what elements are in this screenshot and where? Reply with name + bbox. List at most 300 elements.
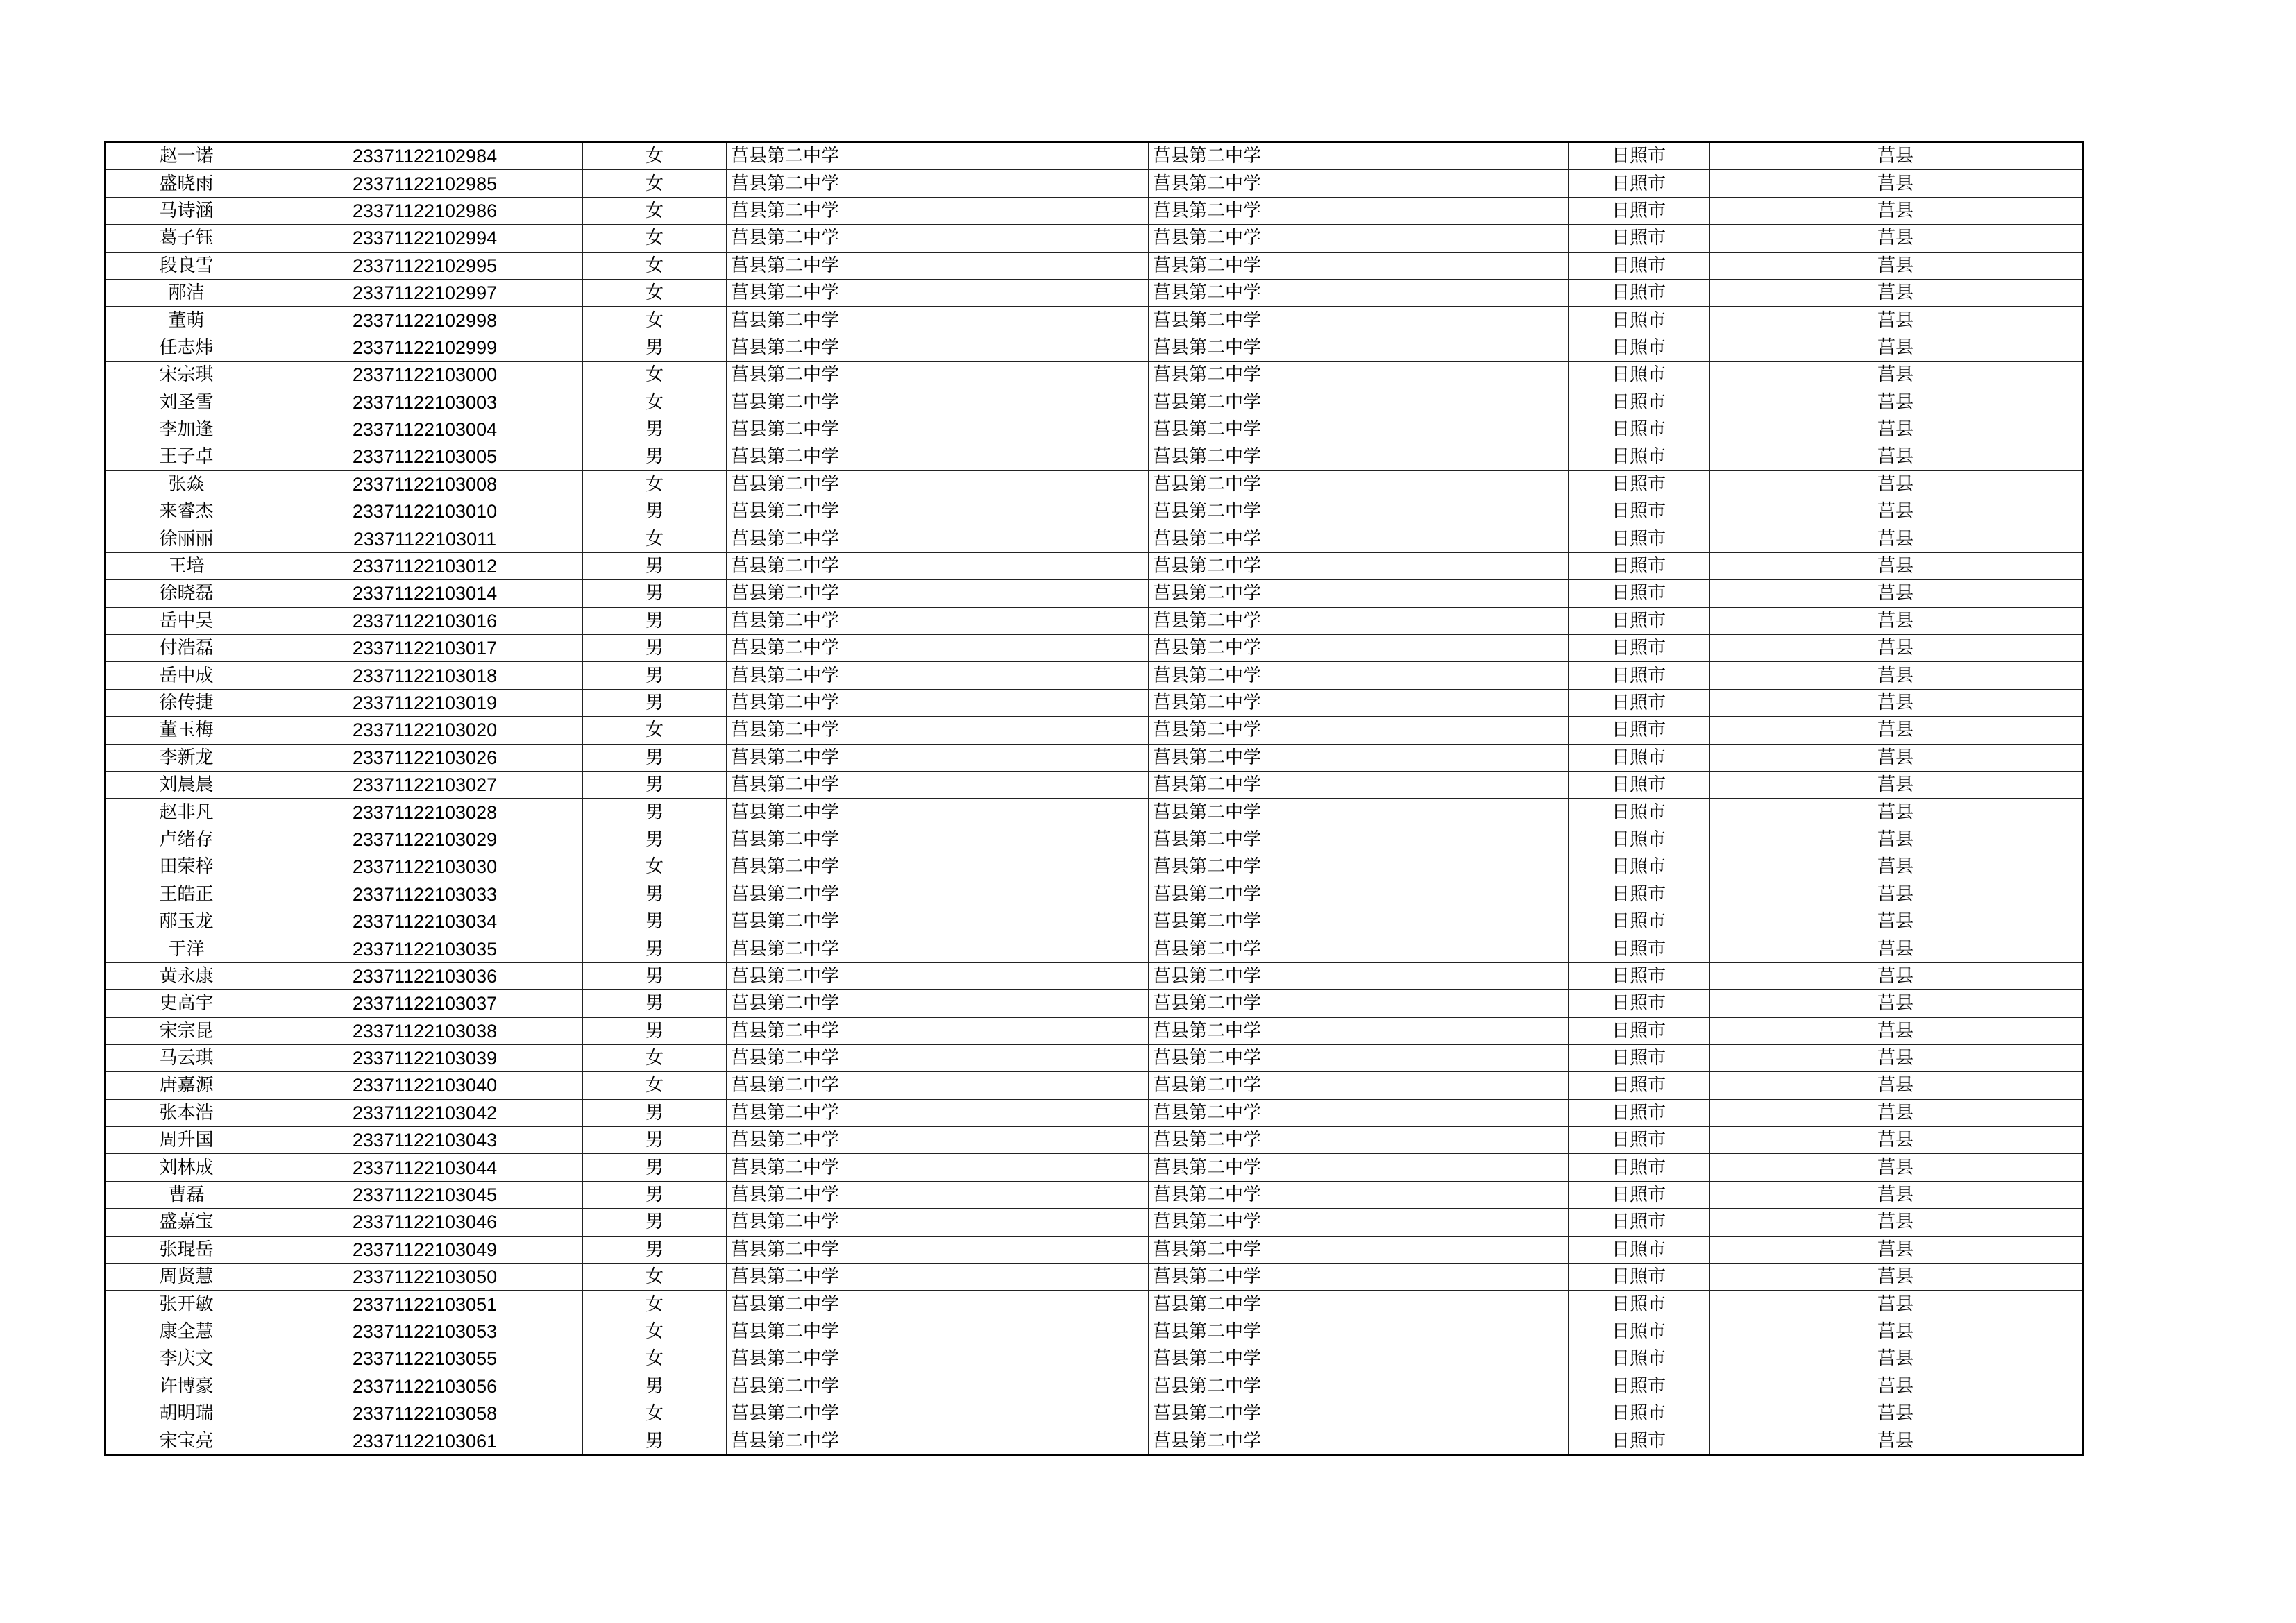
roster-body — [105, 142, 2083, 1456]
exam-site-cell: 莒县第二中学 — [1149, 1400, 1569, 1427]
school-cell: 莒县第二中学 — [727, 279, 1149, 306]
exam-number-cell: 23371122103017 — [267, 635, 583, 662]
exam-site-cell: 莒县第二中学 — [1149, 225, 1569, 252]
school-cell: 莒县第二中学 — [727, 362, 1149, 389]
name-cell: 曹磊 — [105, 1181, 267, 1208]
county-cell: 莒县 — [1710, 1154, 2083, 1181]
exam-site-cell: 莒县第二中学 — [1149, 1373, 1569, 1400]
table-row — [105, 771, 2083, 798]
exam-number-cell: 23371122103010 — [267, 498, 583, 525]
exam-site-cell: 莒县第二中学 — [1149, 1209, 1569, 1236]
county-cell: 莒县 — [1710, 689, 2083, 716]
exam-number-cell: 23371122103037 — [267, 990, 583, 1017]
exam-number-cell: 23371122103056 — [267, 1373, 583, 1400]
exam-number-cell: 23371122102999 — [267, 334, 583, 361]
county-cell: 莒县 — [1710, 607, 2083, 634]
exam-site-cell: 莒县第二中学 — [1149, 717, 1569, 744]
city-cell: 日照市 — [1569, 1181, 1710, 1208]
county-cell: 莒县 — [1710, 1427, 2083, 1455]
gender-cell: 男 — [583, 881, 727, 908]
county-cell: 莒县 — [1710, 881, 2083, 908]
county-cell: 莒县 — [1710, 252, 2083, 279]
exam-site-cell: 莒县第二中学 — [1149, 307, 1569, 334]
exam-number-cell: 23371122103050 — [267, 1264, 583, 1291]
gender-cell: 女 — [583, 389, 727, 416]
exam-number-cell: 23371122103038 — [267, 1017, 583, 1044]
name-cell: 葛子钰 — [105, 225, 267, 252]
exam-number-cell: 23371122103016 — [267, 607, 583, 634]
exam-number-cell: 23371122102997 — [267, 279, 583, 306]
name-cell: 李加逢 — [105, 416, 267, 443]
gender-cell: 女 — [583, 1264, 727, 1291]
table-row — [105, 607, 2083, 634]
exam-number-cell: 23371122103011 — [267, 525, 583, 552]
gender-cell: 男 — [583, 1427, 727, 1455]
gender-cell: 女 — [583, 1044, 727, 1071]
school-cell: 莒县第二中学 — [727, 853, 1149, 881]
student-roster-table — [104, 141, 2084, 1456]
exam-site-cell: 莒县第二中学 — [1149, 1291, 1569, 1318]
county-cell: 莒县 — [1710, 1236, 2083, 1263]
city-cell: 日照市 — [1569, 744, 1710, 771]
city-cell: 日照市 — [1569, 607, 1710, 634]
exam-number-cell: 23371122102986 — [267, 197, 583, 224]
name-cell: 史高宇 — [105, 990, 267, 1017]
school-cell: 莒县第二中学 — [727, 1209, 1149, 1236]
exam-number-cell: 23371122103051 — [267, 1291, 583, 1318]
school-cell: 莒县第二中学 — [727, 552, 1149, 579]
county-cell: 莒县 — [1710, 470, 2083, 498]
school-cell: 莒县第二中学 — [727, 881, 1149, 908]
exam-site-cell: 莒县第二中学 — [1149, 962, 1569, 989]
gender-cell: 女 — [583, 225, 727, 252]
school-cell: 莒县第二中学 — [727, 580, 1149, 607]
name-cell: 盛嘉宝 — [105, 1209, 267, 1236]
gender-cell: 男 — [583, 1236, 727, 1263]
exam-number-cell: 23371122103058 — [267, 1400, 583, 1427]
city-cell: 日照市 — [1569, 1345, 1710, 1373]
exam-site-cell: 莒县第二中学 — [1149, 580, 1569, 607]
gender-cell: 男 — [583, 1181, 727, 1208]
exam-site-cell: 莒县第二中学 — [1149, 1236, 1569, 1263]
exam-number-cell: 23371122103000 — [267, 362, 583, 389]
gender-cell: 女 — [583, 525, 727, 552]
table-row — [105, 1400, 2083, 1427]
name-cell: 宋宝亮 — [105, 1427, 267, 1455]
name-cell: 康全慧 — [105, 1318, 267, 1345]
name-cell: 岳中成 — [105, 662, 267, 689]
city-cell: 日照市 — [1569, 1264, 1710, 1291]
gender-cell: 男 — [583, 935, 727, 962]
gender-cell: 男 — [583, 662, 727, 689]
exam-number-cell: 23371122103028 — [267, 799, 583, 826]
school-cell: 莒县第二中学 — [727, 470, 1149, 498]
table-row — [105, 1017, 2083, 1044]
exam-site-cell: 莒县第二中学 — [1149, 470, 1569, 498]
school-cell: 莒县第二中学 — [727, 1427, 1149, 1455]
name-cell: 邴玉龙 — [105, 908, 267, 935]
school-cell: 莒县第二中学 — [727, 1345, 1149, 1373]
exam-number-cell: 23371122103027 — [267, 771, 583, 798]
city-cell: 日照市 — [1569, 197, 1710, 224]
table-row — [105, 1099, 2083, 1126]
exam-site-cell: 莒县第二中学 — [1149, 1427, 1569, 1455]
county-cell: 莒县 — [1710, 935, 2083, 962]
exam-number-cell: 23371122103029 — [267, 826, 583, 853]
school-cell: 莒县第二中学 — [727, 142, 1149, 170]
name-cell: 马云琪 — [105, 1044, 267, 1071]
gender-cell: 男 — [583, 908, 727, 935]
table-row — [105, 470, 2083, 498]
exam-number-cell: 23371122103055 — [267, 1345, 583, 1373]
exam-site-cell: 莒县第二中学 — [1149, 1072, 1569, 1099]
name-cell: 马诗涵 — [105, 197, 267, 224]
school-cell: 莒县第二中学 — [727, 607, 1149, 634]
school-cell: 莒县第二中学 — [727, 744, 1149, 771]
exam-site-cell: 莒县第二中学 — [1149, 1044, 1569, 1071]
gender-cell: 女 — [583, 1291, 727, 1318]
city-cell: 日照市 — [1569, 881, 1710, 908]
exam-site-cell: 莒县第二中学 — [1149, 826, 1569, 853]
exam-site-cell: 莒县第二中学 — [1149, 635, 1569, 662]
name-cell: 张开敏 — [105, 1291, 267, 1318]
county-cell: 莒县 — [1710, 1291, 2083, 1318]
school-cell: 莒县第二中学 — [727, 1318, 1149, 1345]
school-cell: 莒县第二中学 — [727, 1072, 1149, 1099]
exam-site-cell: 莒县第二中学 — [1149, 799, 1569, 826]
table-row — [105, 826, 2083, 853]
city-cell: 日照市 — [1569, 389, 1710, 416]
table-row — [105, 853, 2083, 881]
table-row — [105, 498, 2083, 525]
city-cell: 日照市 — [1569, 635, 1710, 662]
name-cell: 李新龙 — [105, 744, 267, 771]
table-row — [105, 689, 2083, 716]
school-cell: 莒县第二中学 — [727, 990, 1149, 1017]
name-cell: 徐丽丽 — [105, 525, 267, 552]
gender-cell: 男 — [583, 1154, 727, 1181]
school-cell: 莒县第二中学 — [727, 307, 1149, 334]
exam-number-cell: 23371122103039 — [267, 1044, 583, 1071]
name-cell: 付浩磊 — [105, 635, 267, 662]
school-cell: 莒县第二中学 — [727, 717, 1149, 744]
gender-cell: 男 — [583, 416, 727, 443]
gender-cell: 男 — [583, 1127, 727, 1154]
city-cell: 日照市 — [1569, 498, 1710, 525]
exam-site-cell: 莒县第二中学 — [1149, 525, 1569, 552]
county-cell: 莒县 — [1710, 170, 2083, 197]
county-cell: 莒县 — [1710, 142, 2083, 170]
city-cell: 日照市 — [1569, 1154, 1710, 1181]
city-cell: 日照市 — [1569, 853, 1710, 881]
table-row — [105, 443, 2083, 470]
city-cell: 日照市 — [1569, 443, 1710, 470]
county-cell: 莒县 — [1710, 389, 2083, 416]
exam-number-cell: 23371122103036 — [267, 962, 583, 989]
gender-cell: 男 — [583, 443, 727, 470]
school-cell: 莒县第二中学 — [727, 935, 1149, 962]
table-row — [105, 799, 2083, 826]
county-cell: 莒县 — [1710, 362, 2083, 389]
gender-cell: 女 — [583, 853, 727, 881]
city-cell: 日照市 — [1569, 307, 1710, 334]
city-cell: 日照市 — [1569, 1099, 1710, 1126]
gender-cell: 女 — [583, 170, 727, 197]
city-cell: 日照市 — [1569, 470, 1710, 498]
exam-site-cell: 莒县第二中学 — [1149, 334, 1569, 361]
gender-cell: 男 — [583, 1099, 727, 1126]
exam-number-cell: 23371122103014 — [267, 580, 583, 607]
exam-site-cell: 莒县第二中学 — [1149, 607, 1569, 634]
gender-cell: 男 — [583, 580, 727, 607]
table-row — [105, 362, 2083, 389]
city-cell: 日照市 — [1569, 689, 1710, 716]
city-cell: 日照市 — [1569, 1072, 1710, 1099]
county-cell: 莒县 — [1710, 443, 2083, 470]
city-cell: 日照市 — [1569, 252, 1710, 279]
county-cell: 莒县 — [1710, 1181, 2083, 1208]
school-cell: 莒县第二中学 — [727, 1400, 1149, 1427]
gender-cell: 女 — [583, 1400, 727, 1427]
school-cell: 莒县第二中学 — [727, 1373, 1149, 1400]
exam-site-cell: 莒县第二中学 — [1149, 252, 1569, 279]
name-cell: 任志炜 — [105, 334, 267, 361]
school-cell: 莒县第二中学 — [727, 1181, 1149, 1208]
exam-site-cell: 莒县第二中学 — [1149, 142, 1569, 170]
city-cell: 日照市 — [1569, 935, 1710, 962]
gender-cell: 男 — [583, 799, 727, 826]
gender-cell: 男 — [583, 744, 727, 771]
name-cell: 赵非凡 — [105, 799, 267, 826]
table-row — [105, 525, 2083, 552]
exam-site-cell: 莒县第二中学 — [1149, 689, 1569, 716]
exam-site-cell: 莒县第二中学 — [1149, 744, 1569, 771]
school-cell: 莒县第二中学 — [727, 225, 1149, 252]
name-cell: 许博豪 — [105, 1373, 267, 1400]
name-cell: 董玉梅 — [105, 717, 267, 744]
exam-number-cell: 23371122103003 — [267, 389, 583, 416]
exam-number-cell: 23371122103020 — [267, 717, 583, 744]
exam-number-cell: 23371122103030 — [267, 853, 583, 881]
county-cell: 莒县 — [1710, 1400, 2083, 1427]
gender-cell: 女 — [583, 142, 727, 170]
school-cell: 莒县第二中学 — [727, 389, 1149, 416]
exam-number-cell: 23371122103018 — [267, 662, 583, 689]
exam-site-cell: 莒县第二中学 — [1149, 443, 1569, 470]
name-cell: 张焱 — [105, 470, 267, 498]
table-row — [105, 279, 2083, 306]
gender-cell: 女 — [583, 279, 727, 306]
school-cell: 莒县第二中学 — [727, 443, 1149, 470]
county-cell: 莒县 — [1710, 1264, 2083, 1291]
city-cell: 日照市 — [1569, 552, 1710, 579]
gender-cell: 男 — [583, 771, 727, 798]
table-row — [105, 307, 2083, 334]
table-row — [105, 717, 2083, 744]
table-row — [105, 1264, 2083, 1291]
exam-site-cell: 莒县第二中学 — [1149, 362, 1569, 389]
city-cell: 日照市 — [1569, 1017, 1710, 1044]
table-row — [105, 334, 2083, 361]
school-cell: 莒县第二中学 — [727, 1044, 1149, 1071]
name-cell: 刘林成 — [105, 1154, 267, 1181]
county-cell: 莒县 — [1710, 635, 2083, 662]
name-cell: 来睿杰 — [105, 498, 267, 525]
table-row — [105, 389, 2083, 416]
gender-cell: 女 — [583, 197, 727, 224]
name-cell: 徐晓磊 — [105, 580, 267, 607]
county-cell: 莒县 — [1710, 416, 2083, 443]
exam-site-cell: 莒县第二中学 — [1149, 1099, 1569, 1126]
city-cell: 日照市 — [1569, 525, 1710, 552]
table-row — [105, 908, 2083, 935]
gender-cell: 男 — [583, 689, 727, 716]
city-cell: 日照市 — [1569, 662, 1710, 689]
exam-number-cell: 23371122102985 — [267, 170, 583, 197]
exam-number-cell: 23371122103046 — [267, 1209, 583, 1236]
exam-number-cell: 23371122103019 — [267, 689, 583, 716]
city-cell: 日照市 — [1569, 1044, 1710, 1071]
table-row — [105, 142, 2083, 170]
gender-cell: 男 — [583, 498, 727, 525]
name-cell: 刘晨晨 — [105, 771, 267, 798]
school-cell: 莒县第二中学 — [727, 799, 1149, 826]
exam-site-cell: 莒县第二中学 — [1149, 416, 1569, 443]
gender-cell: 女 — [583, 252, 727, 279]
gender-cell: 男 — [583, 1209, 727, 1236]
table-row — [105, 1044, 2083, 1071]
exam-site-cell: 莒县第二中学 — [1149, 279, 1569, 306]
county-cell: 莒县 — [1710, 307, 2083, 334]
exam-site-cell: 莒县第二中学 — [1149, 1264, 1569, 1291]
county-cell: 莒县 — [1710, 662, 2083, 689]
gender-cell: 女 — [583, 307, 727, 334]
city-cell: 日照市 — [1569, 771, 1710, 798]
exam-site-cell: 莒县第二中学 — [1149, 197, 1569, 224]
table-row — [105, 1345, 2083, 1373]
table-row — [105, 962, 2083, 989]
name-cell: 段良雪 — [105, 252, 267, 279]
county-cell: 莒县 — [1710, 1318, 2083, 1345]
name-cell: 李庆文 — [105, 1345, 267, 1373]
exam-site-cell: 莒县第二中学 — [1149, 935, 1569, 962]
name-cell: 胡明瑞 — [105, 1400, 267, 1427]
table-row — [105, 197, 2083, 224]
city-cell: 日照市 — [1569, 1236, 1710, 1263]
county-cell: 莒县 — [1710, 744, 2083, 771]
city-cell: 日照市 — [1569, 416, 1710, 443]
name-cell: 张琨岳 — [105, 1236, 267, 1263]
county-cell: 莒县 — [1710, 498, 2083, 525]
table-row — [105, 1291, 2083, 1318]
school-cell: 莒县第二中学 — [727, 334, 1149, 361]
gender-cell: 男 — [583, 1017, 727, 1044]
exam-number-cell: 23371122103035 — [267, 935, 583, 962]
gender-cell: 男 — [583, 635, 727, 662]
exam-site-cell: 莒县第二中学 — [1149, 1345, 1569, 1373]
school-cell: 莒县第二中学 — [727, 1099, 1149, 1126]
county-cell: 莒县 — [1710, 525, 2083, 552]
name-cell: 王子卓 — [105, 443, 267, 470]
table-row — [105, 744, 2083, 771]
name-cell: 董萌 — [105, 307, 267, 334]
city-cell: 日照市 — [1569, 170, 1710, 197]
county-cell: 莒县 — [1710, 1099, 2083, 1126]
county-cell: 莒县 — [1710, 826, 2083, 853]
city-cell: 日照市 — [1569, 826, 1710, 853]
exam-site-cell: 莒县第二中学 — [1149, 389, 1569, 416]
exam-site-cell: 莒县第二中学 — [1149, 853, 1569, 881]
gender-cell: 女 — [583, 1318, 727, 1345]
county-cell: 莒县 — [1710, 1127, 2083, 1154]
county-cell: 莒县 — [1710, 1044, 2083, 1071]
table-row — [105, 1318, 2083, 1345]
county-cell: 莒县 — [1710, 225, 2083, 252]
school-cell: 莒县第二中学 — [727, 1017, 1149, 1044]
county-cell: 莒县 — [1710, 580, 2083, 607]
name-cell: 卢绪存 — [105, 826, 267, 853]
county-cell: 莒县 — [1710, 717, 2083, 744]
school-cell: 莒县第二中学 — [727, 908, 1149, 935]
exam-number-cell: 23371122103053 — [267, 1318, 583, 1345]
county-cell: 莒县 — [1710, 197, 2083, 224]
exam-site-cell: 莒县第二中学 — [1149, 908, 1569, 935]
school-cell: 莒县第二中学 — [727, 962, 1149, 989]
name-cell: 宋宗琪 — [105, 362, 267, 389]
exam-number-cell: 23371122103061 — [267, 1427, 583, 1455]
name-cell: 王皓正 — [105, 881, 267, 908]
table-row — [105, 1072, 2083, 1099]
school-cell: 莒县第二中学 — [727, 416, 1149, 443]
exam-number-cell: 23371122102994 — [267, 225, 583, 252]
county-cell: 莒县 — [1710, 853, 2083, 881]
exam-number-cell: 23371122103045 — [267, 1181, 583, 1208]
gender-cell: 男 — [583, 826, 727, 853]
city-cell: 日照市 — [1569, 279, 1710, 306]
city-cell: 日照市 — [1569, 1400, 1710, 1427]
name-cell: 岳中昊 — [105, 607, 267, 634]
gender-cell: 男 — [583, 1373, 727, 1400]
county-cell: 莒县 — [1710, 908, 2083, 935]
exam-number-cell: 23371122103043 — [267, 1127, 583, 1154]
exam-site-cell: 莒县第二中学 — [1149, 990, 1569, 1017]
county-cell: 莒县 — [1710, 1072, 2083, 1099]
city-cell: 日照市 — [1569, 962, 1710, 989]
county-cell: 莒县 — [1710, 1373, 2083, 1400]
school-cell: 莒县第二中学 — [727, 1127, 1149, 1154]
city-cell: 日照市 — [1569, 1127, 1710, 1154]
gender-cell: 男 — [583, 990, 727, 1017]
school-cell: 莒县第二中学 — [727, 771, 1149, 798]
city-cell: 日照市 — [1569, 1427, 1710, 1455]
table-row — [105, 1209, 2083, 1236]
school-cell: 莒县第二中学 — [727, 252, 1149, 279]
gender-cell: 女 — [583, 362, 727, 389]
exam-number-cell: 23371122103012 — [267, 552, 583, 579]
table-row — [105, 662, 2083, 689]
exam-number-cell: 23371122103034 — [267, 908, 583, 935]
city-cell: 日照市 — [1569, 142, 1710, 170]
name-cell: 赵一诺 — [105, 142, 267, 170]
gender-cell: 男 — [583, 552, 727, 579]
city-cell: 日照市 — [1569, 1291, 1710, 1318]
exam-site-cell: 莒县第二中学 — [1149, 498, 1569, 525]
table-row — [105, 1236, 2083, 1263]
exam-number-cell: 23371122102995 — [267, 252, 583, 279]
school-cell: 莒县第二中学 — [727, 1291, 1149, 1318]
exam-number-cell: 23371122102984 — [267, 142, 583, 170]
county-cell: 莒县 — [1710, 799, 2083, 826]
